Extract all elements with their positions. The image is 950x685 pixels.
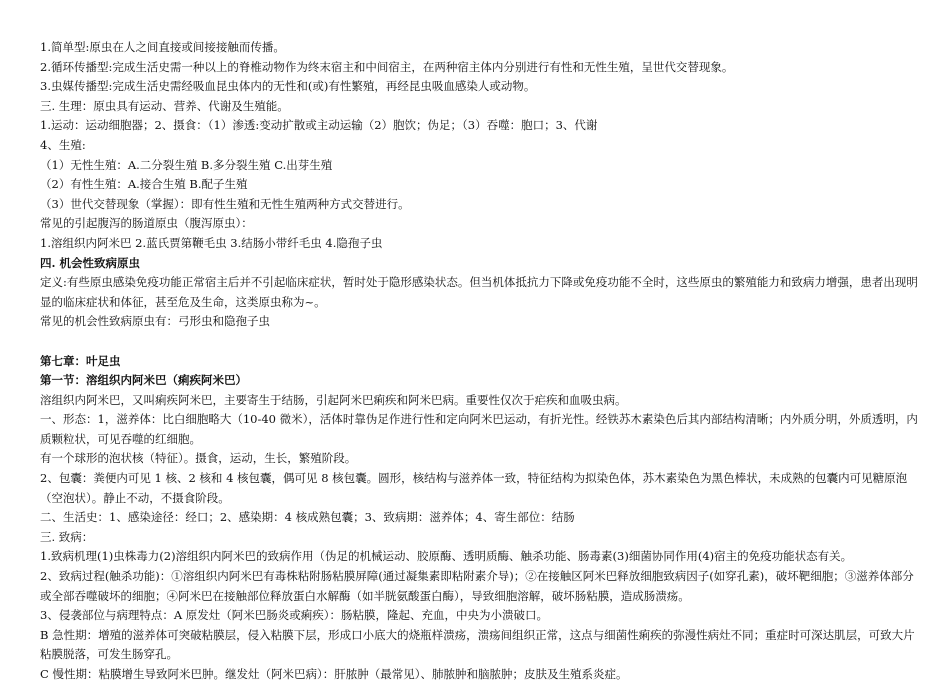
text-line: 三. 致病： — [40, 529, 94, 544]
text-line: 溶组织内阿米巴，又叫痢疾阿米巴，主要寄生于结肠，引起阿米巴痢疾和阿米巴病。重要性仅次于疟疾和血吸虫病。 — [40, 392, 627, 407]
text-line: 3、侵袭部位与病理特点：A 原发灶（阿米巴肠炎或痢疾）：肠粘膜，隆起、充血，中央为小溃破口。 — [40, 608, 549, 623]
text-line: （3）世代交替现象（掌握）：即有性生殖和无性生殖两种方式交替进行。 — [40, 196, 410, 211]
text-line: （1）无性生殖：A.二分裂生殖 B.多分裂生殖 C.出芽生殖 — [40, 157, 333, 172]
text-line: 1.溶组织内阿米巴 2.蓝氏贾第鞭毛虫 3.结肠小带纤毛虫 4.隐孢子虫 — [40, 235, 383, 250]
text-line: 常见的机会性致病原虫有：弓形虫和隐孢子虫 — [40, 314, 270, 329]
text-line: （2）有性生殖：A.接合生殖 B.配子生殖 — [40, 177, 248, 192]
section-heading: 四. 机会性致病原虫 — [40, 255, 141, 270]
text-line: 1.简单型:原虫在人之间直接或间接接触而传播。 — [40, 40, 285, 54]
document-page — [40, 38, 920, 685]
text-line: 1.运动：运动细胞器；2、摄食：（1）渗透:变动扩散或主动运输（2）胞饮；伪足；（3）吞噬：胞口；3、代谢 — [40, 118, 598, 133]
text-line: 2.循环传播型:完成生活史需一种以上的脊椎动物作为终末宿主和中间宿主，在两种宿主体内分别进行有性和无性生殖，呈世代交替现象。 — [40, 59, 734, 74]
text-line: 2、致病过程(触杀功能)：①溶组织内阿米巴有毒株粘附肠粘膜屏障(通过凝集素即粘附素介导)；②在接触区阿米巴释放细胞致病因子(如穿孔素)，破坏靶细胞；③滋养体部分或全部吞噬破坏的细胞；④阿米巴在接触部位释放蛋白水解酶（如半胱氨酸蛋白酶），导致细胞溶解，破坏肠粘膜，造成肠溃疡。 — [40, 569, 914, 603]
text-line: 一、形态：1，滋养体：比白细胞略大（10-40 微米），活体时靠伪足作进行性和定向阿米巴运动，有折光性。经铁苏木素染色后其内部结构清晰；内外质分明，外质透明，内质颗粒状，可见吞噬的红细胞。 — [40, 412, 918, 446]
text-line: 二、生活史：1、感染途径：经口；2、感染期：4 核成熟包囊；3、致病期：滋养体；4、寄生部位：结肠 — [40, 510, 575, 525]
text-line: C 慢性期：粘膜增生导致阿米巴肿。继发灶（阿米巴病）：肝脓肿（最常见）、肺脓肿和脑脓肿；皮肤及生殖系炎症。 — [40, 667, 628, 681]
text-line: 1.致病机理(1)虫株毒力(2)溶组织内阿米巴的致病作用（伪足的机械运动、胶原酶、透明质酶、触杀功能、肠毒素(3)细菌协同作用(4)宿主的免疫功能状态有关。 — [40, 549, 853, 564]
section-heading: 第一节：溶组织内阿米巴（痢疾阿米巴） — [40, 373, 247, 388]
text-line: 常见的引起腹泻的肠道原虫（腹泻原虫）： — [40, 216, 253, 231]
text-line: 4、生殖: — [40, 137, 86, 152]
text-line: 定义:有些原虫感染免疫功能正常宿主后并不引起临床症状，暂时处于隐形感染状态。但当机体抵抗力下降或免疫功能不全时，这些原虫的繁殖能力和致病力增强，患者出现明显的临床症状和体征，甚至危及生命，这类原虫称为~。 — [40, 275, 918, 309]
text-line: 3.虫媒传播型:完成生活史需经吸血昆虫体内的无性和(或)有性繁殖，再经昆虫吸血感染人或动物。 — [40, 79, 536, 94]
text-line: 三. 生理：原虫具有运动、营养、代谢及生殖能。 — [40, 98, 289, 113]
paragraph-gap — [40, 332, 920, 352]
section-heading: 第七章：叶足虫 — [40, 353, 121, 368]
text-line: 有一个球形的泡状核（特征）。摄食，运动，生长，繁殖阶段。 — [40, 451, 357, 466]
text-line: B 急性期：增殖的滋养体可突破粘膜层，侵入粘膜下层，形成口小底大的烧瓶样溃疡，溃疡间组织正常，这点与细菌性痢疾的弥漫性病灶不同；重症时可深达肌层，可致大片粘膜脱落，可发生肠穿孔。 — [40, 627, 915, 662]
text-line: 2、包囊：粪便内可见 1 核、2 核和 4 核包囊，偶可见 8 核包囊。圆形，核结构与滋养体一致，特征结构为拟染色体，苏木素染色为黑色棒状，未成熟的包囊内可见糖原泡（空泡状）。静止不动，不摄食阶段。 — [40, 471, 908, 505]
